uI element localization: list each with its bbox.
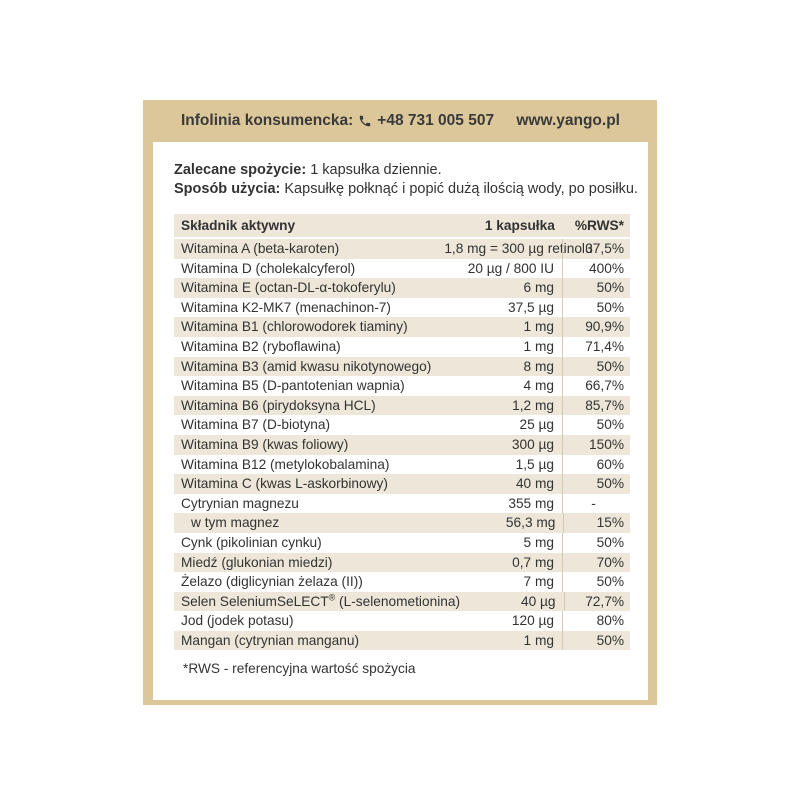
amount-cell: 1 mg <box>523 319 554 335</box>
phone-number: +48 731 005 507 <box>377 112 495 129</box>
table-row <box>174 396 630 416</box>
ingredient-cell: Mangan (cytrynian manganu) <box>181 632 360 648</box>
ingredient-cell: Witamina C (kwas L-askorbinowy) <box>181 476 388 492</box>
rws-cell: - <box>562 494 630 514</box>
registered-mark: ® <box>328 592 336 603</box>
hotline-label: Infolinia konsumencka: <box>181 112 354 129</box>
ingredient-cell: Witamina B6 (pirydoksyna HCL) <box>181 397 376 413</box>
rws-cell: 50% <box>562 298 630 318</box>
ingredient-cell: Witamina E (octan-DL-α-tokoferylu) <box>181 280 396 296</box>
amount-cell: 5 mg <box>523 534 554 550</box>
ingredient-cell: Witamina B7 (D-biotyna) <box>181 417 331 433</box>
rws-cell: 15% <box>563 513 630 533</box>
rws-cell: 90,9% <box>562 317 630 337</box>
table-row <box>174 415 630 435</box>
rws-cell: 50% <box>562 533 630 553</box>
selenium-form: (L-selenometionina) <box>335 593 461 609</box>
table-row <box>174 357 630 377</box>
amount-cell: 1 mg <box>523 338 554 354</box>
method-line <box>174 180 638 199</box>
website-link: www.yango.pl <box>516 112 620 129</box>
rws-cell: 50% <box>562 357 630 377</box>
amount-cell: 1,5 µg <box>515 456 554 472</box>
header-rws: %RWS* <box>574 218 624 233</box>
amount-cell: 0,7 mg <box>512 554 554 570</box>
rws-cell: 37,5% <box>562 239 630 259</box>
method-label: Sposób użycia: <box>174 181 281 197</box>
rws-cell: 60% <box>562 455 630 475</box>
table-row <box>174 474 630 494</box>
rws-cell: 85,7% <box>562 396 630 416</box>
ingredient-cell: Witamina K2-MK7 (menachinon-7) <box>181 299 391 315</box>
ingredient-cell: Witamina B2 (ryboflawina) <box>181 338 341 354</box>
contact-header <box>143 100 657 142</box>
amount-cell: 120 µg <box>511 613 554 629</box>
amount-cell: 355 mg <box>508 495 554 511</box>
rws-cell: 400% <box>562 259 630 279</box>
table-row <box>174 376 630 396</box>
table-row <box>174 533 630 553</box>
ingredient-cell: Żelazo (diglicynian żelaza (II)) <box>181 574 363 590</box>
table-row <box>174 631 630 651</box>
table-row <box>174 278 630 298</box>
ingredient-cell: Witamina B12 (metylokobalamina) <box>181 456 390 472</box>
hotline <box>181 112 494 130</box>
table-row <box>174 572 630 592</box>
selenium-name: Selen SeleniumSeLECT <box>181 593 329 609</box>
table-row <box>174 239 630 259</box>
amount-cell: 20 µg / 800 IU <box>467 260 554 276</box>
amount-cell: 1,2 mg <box>512 397 554 413</box>
table-row <box>174 435 630 455</box>
table-row <box>174 337 630 357</box>
rws-cell: 66,7% <box>562 376 630 396</box>
ingredient-cell: Witamina B3 (amid kwasu nikotynowego) <box>181 358 432 374</box>
amount-cell: 300 µg <box>511 436 554 452</box>
ingredient-cell: Witamina B1 (chlorowodorek tiaminy) <box>181 319 408 335</box>
table-row <box>174 455 630 475</box>
header-amount: 1 kapsułka <box>484 218 555 233</box>
amount-cell: 40 mg <box>515 476 554 492</box>
table-header <box>174 214 630 237</box>
amount-cell: 4 mg <box>523 378 554 394</box>
table-row <box>174 611 630 631</box>
ingredient-cell: Cytrynian magnezu <box>181 495 299 511</box>
amount-cell: 56,3 mg <box>505 515 556 531</box>
amount-cell: 37,5 µg <box>508 299 554 315</box>
dose-label: Zalecane spożycie: <box>174 162 307 178</box>
rws-cell: 150% <box>562 435 630 455</box>
ingredient-cell: Witamina A (beta-karoten) <box>181 241 340 256</box>
rws-cell: 50% <box>562 278 630 298</box>
amount-cell: 40 µg <box>520 593 556 609</box>
phone-icon <box>358 114 372 128</box>
rws-cell: 50% <box>562 415 630 435</box>
table-row <box>174 513 630 533</box>
rws-cell: 71,4% <box>562 337 630 357</box>
ingredients-table <box>174 214 630 650</box>
ingredient-cell: Witamina D (cholekalcyferol) <box>181 260 356 276</box>
ingredient-cell: Witamina B5 (D-pantotenian wapnia) <box>181 378 405 394</box>
amount-cell: 7 mg <box>523 574 554 590</box>
ingredient-cell <box>174 592 461 612</box>
ingredient-cell: Miedź (glukonian miedzi) <box>181 554 333 570</box>
ingredient-cell: Cynk (pikolinian cynku) <box>181 534 322 550</box>
rws-cell: 80% <box>562 611 630 631</box>
table-row <box>174 592 630 612</box>
amount-cell: 6 mg <box>523 280 554 296</box>
ingredient-cell: Jod (jodek potasu) <box>181 613 294 629</box>
footnote: *RWS - referencyjna wartość spożycia <box>183 661 416 676</box>
table-row <box>174 259 630 279</box>
rws-cell: 72,7% <box>564 592 630 612</box>
dose-line <box>174 161 638 180</box>
rws-cell: 70% <box>562 553 630 573</box>
table-row <box>174 494 630 514</box>
rws-cell: 50% <box>562 631 630 651</box>
ingredient-cell: Witamina B9 (kwas foliowy) <box>181 436 349 452</box>
amount-cell: 1,8 mg = 300 µg retinolu <box>444 241 593 256</box>
table-row <box>174 298 630 318</box>
amount-cell: 1 mg <box>523 632 554 648</box>
dose-text: 1 kapsułka dziennie. <box>310 162 442 178</box>
label-panel <box>153 142 648 700</box>
ingredient-cell: w tym magnez <box>191 515 280 531</box>
rws-cell: 50% <box>562 474 630 494</box>
header-ingredient: Składnik aktywny <box>181 218 296 233</box>
table-row <box>174 553 630 573</box>
amount-cell: 8 mg <box>523 358 554 374</box>
amount-cell: 25 µg <box>519 417 554 433</box>
usage-info <box>174 161 638 199</box>
method-text: Kapsułkę połknąć i popić dużą ilością wody, po posiłku. <box>284 181 638 197</box>
rws-cell: 50% <box>562 572 630 592</box>
table-row <box>174 317 630 337</box>
